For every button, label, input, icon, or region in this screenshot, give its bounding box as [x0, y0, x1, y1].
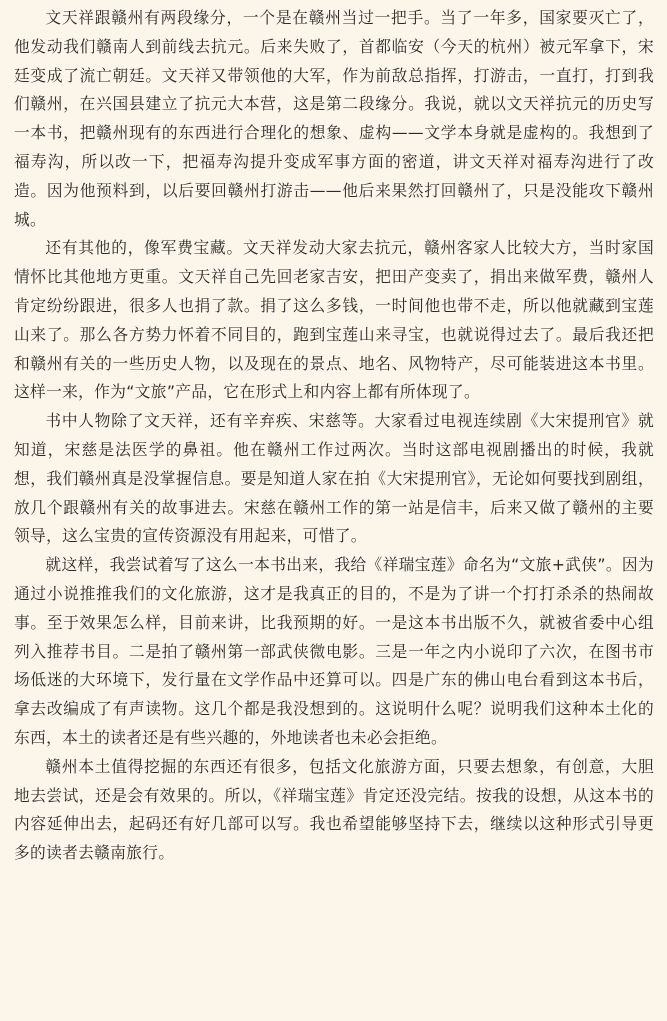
- paragraph-2: 还有其他的，像军费宝藏。文天祥发动大家去抗元，赣州客家人比较大方，当时家国情怀比其他地方更重。文天祥自己先回老家吉安，把田产变卖了，捐出来做军费，赣州人肯定纷纷跟进，很多人也捐了款。捐了这么多钱，一时间他也带不走，所以他就藏到宝莲山来了。那么各方势力怀着不同目的，跑到宝莲山来寻宝，也就说得过去了。最后我还把和赣州有关的一些历史人物，以及现在的景点、地名、风物特产，尽可能装进这本书里。这样一来，作为“文旅”产品，它在形式上和内容上都有所体现了。: [14, 238, 654, 402]
- paragraph-4: 就这样，我尝试着写了这么一本书出来，我给《祥瑞宝莲》命名为“文旅+武侠”。因为通过小说推推我们的文化旅游，这才是我真正的目的，不是为了讲一个打打杀杀的热闹故事。至于效果怎么样，目前来讲，比我预期的好。一是这本书出版不久，就被省委中心组列入推荐书目。二是拍了赣州第一部武侠微电影。三是一年之内小说印了六次，在图书市场低迷的大环境下，发行量在文学作品中还算可以。四是广东的佛山电台看到这本书后，拿去改编成了有声读物。这几个都是我没想到的。这说明什么呢？说明我们这种本土化的东西，本土的读者还是有些兴趣的，外地读者也未必会拒绝。: [14, 555, 654, 747]
- paragraph-3: 书中人物除了文天祥，还有辛弃疾、宋慈等。大家看过电视连续剧《大宋提刑官》就知道，宋慈是法医学的鼻祖。他在赣州工作过两次。当时这部电视剧播出的时候，我就想，我们赣州真是没掌握信息。要是知道人家在拍《大宋提刑官》，无论如何要找到剧组，放几个跟赣州有关的故事进去。宋慈在赣州工作的第一站是信丰，后来又做了赣州的主要领导，这么宝贵的宣传资源没有用起来，可惜了。: [14, 411, 654, 546]
- paragraph-5: 赣州本土值得挖掘的东西还有很多，包括文化旅游方面，只要去想象，有创意，大胆地去尝试，还是会有效果的。所以，《祥瑞宝莲》肯定还没完结。按我的设想，从这本书的内容延伸出去，起码还有好几部可以写。我也希望能够坚持下去，继续以这种形式引导更多的读者去赣南旅行。: [14, 756, 654, 863]
- paragraph-1: 文天祥跟赣州有两段缘分，一个是在赣州当过一把手。当了一年多，国家要灭亡了，他发动我们赣南人到前线去抗元。后来失败了，首都临安（今天的杭州）被元军拿下，宋廷变成了流亡朝廷。文天祥又带领他的大军，作为前敌总指挥，打游击，一直打，打到我们赣州，在兴国县建立了抗元大本营，这是第二段缘分。我说，就以文天祥抗元的历史写一本书，把赣州现有的东西进行合理化的想象、虚构——文学本身就是虚构的。我想到了福寿沟，所以改一下，把福寿沟提升变成军事方面的密道，讲文天祥对福寿沟进行了改造。因为他预料到，以后要回赣州打游击——他后来果然打回赣州了，只是没能攻下赣州城。: [14, 8, 654, 229]
